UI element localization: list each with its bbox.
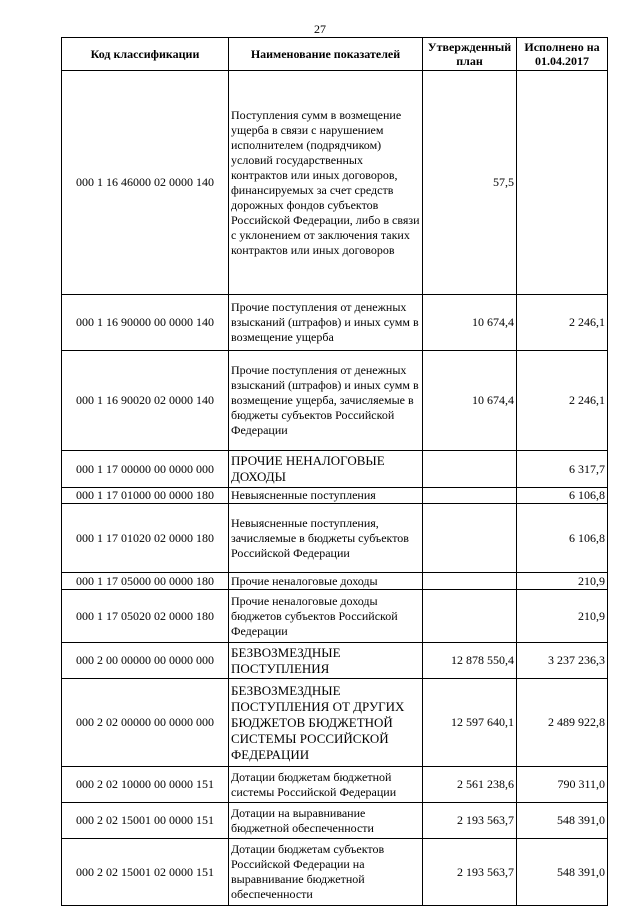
row-plan	[423, 488, 517, 504]
row-plan: 10 674,4	[423, 351, 517, 451]
table-row	[62, 504, 608, 573]
revenue-table	[61, 37, 608, 906]
row-plan: 2 193 563,7	[423, 839, 517, 906]
table-row	[62, 643, 608, 679]
header-code: Код классификации	[62, 38, 229, 71]
row-plan: 10 674,4	[423, 295, 517, 351]
row-executed: 3 237 236,3	[517, 643, 608, 679]
row-name: Прочие неналоговые доходы	[229, 573, 423, 590]
page-number: 27	[314, 22, 326, 36]
row-code: 000 2 02 15001 02 0000 151	[62, 839, 229, 906]
row-code: 000 1 17 01020 02 0000 180	[62, 504, 229, 573]
row-code: 000 2 02 00000 00 0000 000	[62, 679, 229, 767]
row-code: 000 2 02 15001 00 0000 151	[62, 803, 229, 839]
row-executed: 548 391,0	[517, 803, 608, 839]
table-row	[62, 767, 608, 803]
row-name: Прочие поступления от денежных взысканий (штрафов) и иных сумм в возмещение ущерба	[229, 295, 423, 351]
row-name: Прочие неналоговые доходы бюджетов субъектов Российской Федерации	[229, 590, 423, 643]
row-executed: 6 317,7	[517, 451, 608, 488]
row-plan	[423, 573, 517, 590]
row-plan: 12 597 640,1	[423, 679, 517, 767]
row-code: 000 1 16 90000 00 0000 140	[62, 295, 229, 351]
table-header-row	[62, 38, 608, 71]
row-code: 000 1 17 05020 02 0000 180	[62, 590, 229, 643]
row-name: Прочие поступления от денежных взысканий (штрафов) и иных сумм в возмещение ущерба, зачисляемые в бюджеты субъектов Российской Федерации	[229, 351, 423, 451]
table-row	[62, 803, 608, 839]
row-executed: 6 106,8	[517, 488, 608, 504]
header-plan: Утвержденный план	[423, 38, 517, 71]
row-plan: 57,5	[423, 71, 517, 295]
row-name: Поступления сумм в возмещение ущерба в связи с нарушением исполнителем (подрядчиком) условий государственных контрактов или иных договоров, финансируемых за счет средств дорожных фондов субъектов Российской Федерации, либо в связи с уклонением от заключения таких контрактов или иных договоров	[229, 71, 423, 295]
row-executed: 2 489 922,8	[517, 679, 608, 767]
table-row	[62, 351, 608, 451]
table-row	[62, 573, 608, 590]
row-name: Невыясненные поступления	[229, 488, 423, 504]
table-row	[62, 590, 608, 643]
row-plan: 12 878 550,4	[423, 643, 517, 679]
row-name: БЕЗВОЗМЕЗДНЫЕ ПОСТУПЛЕНИЯ	[229, 643, 423, 679]
row-plan: 2 561 238,6	[423, 767, 517, 803]
row-code: 000 1 17 01000 00 0000 180	[62, 488, 229, 504]
row-code: 000 2 00 00000 00 0000 000	[62, 643, 229, 679]
row-executed: 548 391,0	[517, 839, 608, 906]
header-executed: Исполнено на 01.04.2017	[517, 38, 608, 71]
row-name: ПРОЧИЕ НЕНАЛОГОВЫЕ ДОХОДЫ	[229, 451, 423, 488]
table-row	[62, 488, 608, 504]
row-executed: 210,9	[517, 590, 608, 643]
row-executed	[517, 71, 608, 295]
row-name: Дотации бюджетам бюджетной системы Российской Федерации	[229, 767, 423, 803]
table-row	[62, 71, 608, 295]
row-executed: 6 106,8	[517, 504, 608, 573]
row-code: 000 1 16 46000 02 0000 140	[62, 71, 229, 295]
table-row	[62, 839, 608, 906]
row-executed: 210,9	[517, 573, 608, 590]
row-code: 000 1 17 00000 00 0000 000	[62, 451, 229, 488]
row-name: Невыясненные поступления, зачисляемые в бюджеты субъектов Российской Федерации	[229, 504, 423, 573]
row-name: Дотации на выравнивание бюджетной обеспеченности	[229, 803, 423, 839]
table-row	[62, 295, 608, 351]
row-code: 000 1 16 90020 02 0000 140	[62, 351, 229, 451]
row-executed: 2 246,1	[517, 295, 608, 351]
row-executed: 790 311,0	[517, 767, 608, 803]
row-plan	[423, 451, 517, 488]
table-row	[62, 451, 608, 488]
table-row	[62, 679, 608, 767]
row-plan: 2 193 563,7	[423, 803, 517, 839]
row-executed: 2 246,1	[517, 351, 608, 451]
row-name: Дотации бюджетам субъектов Российской Федерации на выравнивание бюджетной обеспеченности	[229, 839, 423, 906]
row-plan	[423, 590, 517, 643]
header-name: Наименование показателей	[229, 38, 423, 71]
row-plan	[423, 504, 517, 573]
row-name: БЕЗВОЗМЕЗДНЫЕ ПОСТУПЛЕНИЯ ОТ ДРУГИХ БЮДЖЕТОВ БЮДЖЕТНОЙ СИСТЕМЫ РОССИЙСКОЙ ФЕДЕРАЦИИ	[229, 679, 423, 767]
row-code: 000 2 02 10000 00 0000 151	[62, 767, 229, 803]
row-code: 000 1 17 05000 00 0000 180	[62, 573, 229, 590]
